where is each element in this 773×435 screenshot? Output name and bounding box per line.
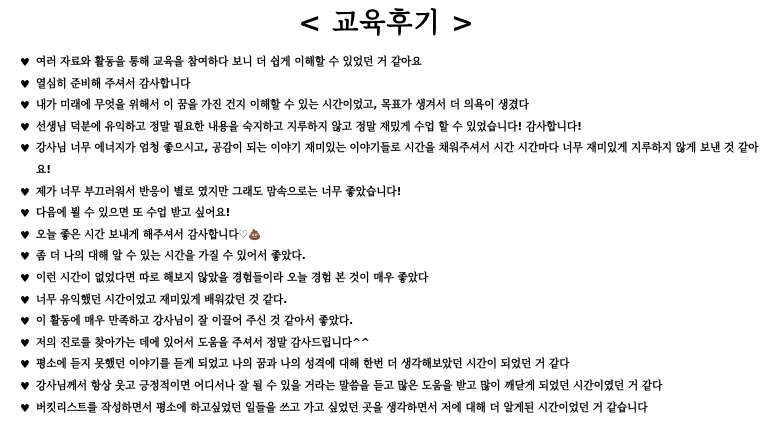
heart-bullet-icon: ♥ xyxy=(20,77,30,91)
review-item xyxy=(20,246,765,268)
heart-bullet-icon: ♥ xyxy=(20,185,30,199)
heart-bullet-icon: ♥ xyxy=(20,271,30,285)
heart-bullet-icon: ♥ xyxy=(20,401,30,415)
review-text: 너무 유익했던 시간이었고 재미있게 배워갔던 것 같다. xyxy=(36,293,288,306)
review-item xyxy=(20,376,765,398)
review-item xyxy=(20,117,765,139)
heart-bullet-icon: ♥ xyxy=(20,120,30,134)
heart-bullet-icon: ♥ xyxy=(20,336,30,350)
review-item xyxy=(20,95,765,117)
review-text: 다음에 뵐 수 있으면 또 수업 받고 싶어요! xyxy=(36,207,231,220)
review-text: 내가 미래에 무엇을 위해서 이 꿈을 가진 건지 이해할 수 있는 시간이었고, 목표가 생겨서 더 의욕이 생겼다 xyxy=(36,99,529,112)
review-text: 여러 자료와 활동을 통해 교육을 참여하다 보니 더 쉽게 이해할 수 있었던 거 같아요 xyxy=(36,56,422,68)
review-text: 강사님 너무 에너지가 엄청 좋으시고, 공감이 되는 이야기 재미있는 이야기들로 시간을 채워주셔서 시간 시간마다 너무 재미있게 지루하지 않게 보낸 것 같아요! xyxy=(36,142,759,176)
review-item xyxy=(20,398,765,420)
page-title: < 교육후기 > xyxy=(298,8,475,39)
review-item xyxy=(20,138,764,181)
heart-bullet-icon: ♥ xyxy=(20,250,30,264)
review-item xyxy=(20,74,765,96)
review-item xyxy=(20,182,765,204)
review-item xyxy=(20,268,765,290)
heart-bullet-icon: ♥ xyxy=(20,358,30,372)
review-item xyxy=(20,311,765,333)
heart-bullet-icon: ♥ xyxy=(20,315,30,329)
heart-bullet-icon: ♥ xyxy=(20,207,30,221)
heart-bullet-icon: ♥ xyxy=(20,293,30,307)
review-text: 이 활동에 매우 만족하고 강사님이 잘 이끌어 주신 것 같아서 좋았다. xyxy=(36,315,354,328)
review-item xyxy=(20,290,765,312)
review-text: 오늘 좋은 시간 보내게 해주셔서 감사합니다♡💩 xyxy=(36,228,262,241)
review-item xyxy=(20,225,765,247)
review-item xyxy=(20,203,765,225)
heart-bullet-icon: ♥ xyxy=(20,56,30,69)
heart-bullet-icon: ♥ xyxy=(20,99,30,113)
review-item xyxy=(20,354,765,376)
review-text: 선생님 덕분에 유익하고 정말 필요한 내용을 숙지하고 지루하지 않고 정말 재밌게 수업 할 수 있었습니다! 감사합니다! xyxy=(36,120,582,133)
review-text: 열심히 준비해 주셔서 감사합니다 xyxy=(36,77,191,90)
heart-bullet-icon: ♥ xyxy=(20,142,30,156)
review-text: 제가 너무 부끄러워서 반응이 별로 였지만 그래도 맘속으로는 너무 좋았습니다! xyxy=(36,185,402,198)
review-item xyxy=(20,333,765,355)
review-text: 버킷리스트를 작성하면서 평소에 하고싶었던 일들을 쓰고 가고 싶었던 곳을 생각하면서 저에 대해 더 알게된 시간이었던 거 같습니다 xyxy=(36,401,648,414)
review-text: 강사님께서 항상 웃고 긍정적이면 어디서나 잘 될 수 있을 거라는 말씀을 듣고 많은 도움을 받고 많이 깨닫게 되었던 시간이였던 거 같다 xyxy=(36,379,663,392)
review-text: 평소에 듣지 못했던 이야기를 듣게 되었고 나의 꿈과 나의 성격에 대해 한번 더 생각해보았던 시간이 되었던 거 같다 xyxy=(36,358,570,371)
review-text: 이런 시간이 없었다면 따로 해보지 않았을 경험들이라 오늘 경험 본 것이 매우 좋았다 xyxy=(36,271,429,284)
heart-bullet-icon: ♥ xyxy=(20,228,30,242)
review-text: 좀 더 나의 대해 알 수 있는 시간을 가질 수 있어서 좋았다. xyxy=(36,250,306,263)
review-text: 저의 진로를 찾아가는 데에 있어서 도움을 주셔서 정말 감사드립니다^^ xyxy=(36,336,370,349)
review-item xyxy=(20,52,765,74)
heart-bullet-icon: ♥ xyxy=(20,379,30,393)
review-list xyxy=(20,52,765,419)
